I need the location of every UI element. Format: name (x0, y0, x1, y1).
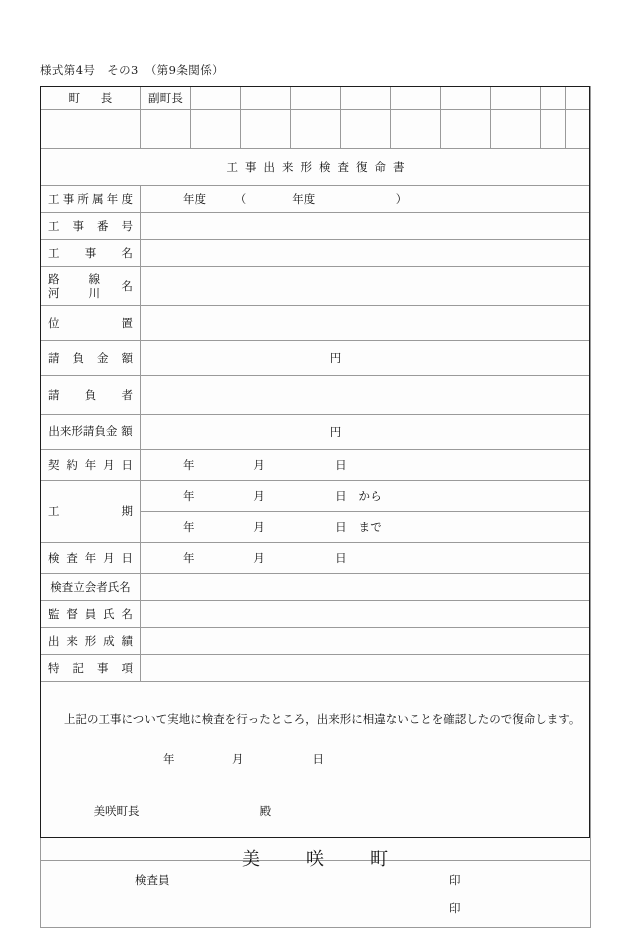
label-work-number: 工事番号 (41, 213, 141, 240)
value-work-name[interactable] (141, 240, 591, 267)
label-completed-amount: 出来形請負金 額 (41, 415, 141, 450)
row-work-name (41, 240, 591, 267)
approval-header-blank[interactable] (541, 87, 566, 110)
label-inspection-date: 検査年月日 (41, 543, 141, 574)
approval-header-blank[interactable] (341, 87, 391, 110)
form-number: 様式第4号 その3 （第9条関係） (40, 63, 224, 77)
addressee-honorific: 殿 (259, 804, 272, 819)
approval-stamp-box[interactable] (141, 110, 191, 149)
value-fiscal-year[interactable]: 年度 （ 年度 ） (141, 186, 591, 213)
value-work-number[interactable] (141, 213, 591, 240)
row-route-river-name (41, 267, 591, 306)
approval-header-blank[interactable] (241, 87, 291, 110)
row-completed-amount (41, 415, 591, 450)
statement-block (41, 682, 591, 861)
label-supervisor-name: 監督員氏名 (41, 601, 141, 628)
footer-town-name: 美 咲 町 (242, 849, 402, 870)
approval-header-blank[interactable] (441, 87, 491, 110)
row-remarks (41, 655, 591, 682)
value-location[interactable] (141, 306, 591, 341)
approval-header-blank[interactable] (291, 87, 341, 110)
page-title: 工事出来形検査復命書 (41, 149, 591, 186)
approval-stamp-box[interactable] (191, 110, 241, 149)
value-contractor[interactable] (141, 376, 591, 415)
label-witness-name: 検査立会者氏名 (41, 574, 141, 601)
label-location: 位 置 (41, 306, 141, 341)
row-contractor (41, 376, 591, 415)
value-result[interactable] (141, 628, 591, 655)
approval-header-blank[interactable] (566, 87, 591, 110)
inspector-role-label: 検査員 (135, 873, 170, 887)
approval-stamp-box[interactable] (391, 110, 441, 149)
value-period-from[interactable]: 年 月 日 から (141, 481, 591, 512)
row-location (41, 306, 591, 341)
inspection-form-table (40, 86, 591, 928)
value-witness-name[interactable] (141, 574, 591, 601)
value-inspection-date[interactable]: 年 月 日 (141, 543, 591, 574)
approval-header-row (41, 87, 591, 110)
row-fiscal-year (41, 186, 591, 213)
row-work-number (41, 213, 591, 240)
value-period-to[interactable]: 年 月 日 まで (141, 512, 591, 543)
label-contract-amount: 請負金額 (41, 341, 141, 376)
label-remarks: 特記事項 (41, 655, 141, 682)
approval-label-deputy-mayor: 副町長 (141, 87, 191, 110)
signature-line-2 (41, 894, 590, 922)
label-period: 工 期 (41, 481, 141, 543)
approval-stamp-box[interactable] (491, 110, 541, 149)
row-result (41, 628, 591, 655)
label-fiscal-year: 工事所属年度 (41, 186, 141, 213)
label-result: 出来形成績 (41, 628, 141, 655)
row-period-from (41, 481, 591, 512)
approval-stamp-box[interactable] (566, 110, 591, 149)
value-route-river-name[interactable] (141, 267, 591, 306)
approval-stamp-box[interactable] (41, 110, 141, 149)
title-row (41, 149, 591, 186)
statement-addressee-line (41, 789, 590, 833)
approval-stamp-box[interactable] (241, 110, 291, 149)
approval-label-mayor: 町 長 (41, 87, 141, 110)
seal-mark-1-icon[interactable]: 印 (449, 873, 461, 887)
value-supervisor-name[interactable] (141, 601, 591, 628)
value-remarks[interactable] (141, 655, 591, 682)
label-contract-date: 契約年月日 (41, 450, 141, 481)
approval-header-blank[interactable] (491, 87, 541, 110)
approval-stamp-box[interactable] (541, 110, 566, 149)
row-inspection-date (41, 543, 591, 574)
value-contract-amount[interactable]: 円 (141, 341, 591, 376)
approval-header-blank[interactable] (191, 87, 241, 110)
approval-stamp-row (41, 110, 591, 149)
row-contract-amount (41, 341, 591, 376)
approval-stamp-box[interactable] (341, 110, 391, 149)
value-completed-amount[interactable]: 円 (141, 415, 591, 450)
approval-stamp-box[interactable] (291, 110, 341, 149)
row-witness-name (41, 574, 591, 601)
approval-stamp-box[interactable] (441, 110, 491, 149)
label-route-river-name: 路 線 河 川 名 (41, 267, 141, 306)
addressee-name: 美咲町長 (93, 804, 140, 819)
label-contractor: 請負者 (41, 376, 141, 415)
approval-header-blank[interactable] (391, 87, 441, 110)
statement-body: 上記の工事について実地に検査を行ったところ，出来形に相違ないことを確認したので復命します。 (64, 711, 581, 726)
seal-mark-2-icon[interactable]: 印 (449, 901, 461, 915)
statement-date-line[interactable]: 年 月 日 (163, 752, 324, 767)
row-contract-date (41, 450, 591, 481)
value-contract-date[interactable]: 年 月 日 (141, 450, 591, 481)
row-statement (41, 682, 591, 861)
row-supervisor-name (41, 601, 591, 628)
label-work-name: 工事名 (41, 240, 141, 267)
